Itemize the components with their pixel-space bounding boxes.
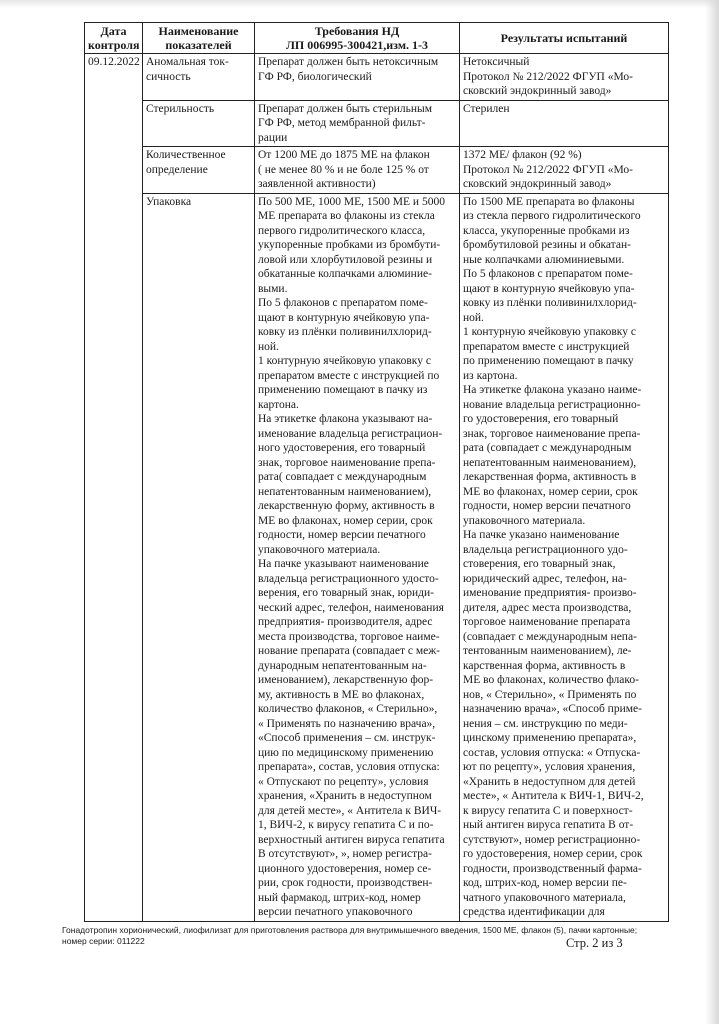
- text-line: рии, срок годности, производствен-: [258, 877, 433, 889]
- text-line: По 5 флаконов с препаратом поме-: [258, 297, 428, 309]
- text-line: От 1200 МЕ до 1875 МЕ на флакон: [258, 149, 430, 161]
- text-line: применению помещают в пачку из: [258, 384, 428, 396]
- text-line: ют по рецепту», условия хранения,: [463, 761, 636, 773]
- text-line: Протокол № 212/2022 ФГУП «Мо-: [463, 70, 633, 83]
- text-line: МЕ препарата во флаконы из стекла: [258, 210, 435, 222]
- text-line: цинскому применению препарата»,: [463, 732, 637, 744]
- text-line: На этикетке флакона указывают на-: [258, 413, 433, 425]
- text-line: МЕ во флаконах, количество флако-: [463, 674, 639, 686]
- text-line: На пачке указывают наименование: [258, 558, 429, 570]
- text-line: препаратом вместе с инструкцией по: [258, 369, 440, 382]
- text-line: По 500 МЕ, 1000 МЕ, 1500 МЕ и 5000: [258, 195, 445, 208]
- text-line: « Применять по назначению врача»,: [258, 717, 436, 730]
- text-line: ГФ РФ, биологический: [258, 70, 372, 83]
- text-line: определение: [146, 163, 208, 176]
- text-line: верхностный антиген вируса гепатита: [258, 833, 445, 846]
- header-name: [143, 23, 255, 54]
- text-line: упаковочного материала.: [258, 543, 381, 556]
- text-line: препаратом вместе с инструкцией: [463, 340, 630, 353]
- text-line: Дата: [100, 24, 127, 38]
- text-line: Препарат должен быть нетоксичным: [258, 56, 439, 68]
- text-line: юридический адрес, телефон, на-: [463, 572, 627, 585]
- text-line: ковку из плёнки поливинилхлорид-: [463, 297, 637, 309]
- text-line: показателей: [165, 38, 232, 52]
- text-line: ные колпачками алюминиевыми.: [463, 253, 625, 266]
- text-line: рата( совпадает с международным: [258, 471, 427, 483]
- text-line: «Хранить в недоступном для детей: [463, 775, 636, 788]
- table-row: [85, 147, 669, 194]
- text-line: Количественное: [146, 149, 226, 161]
- text-line: бромбутиловой резины и обкатан-: [463, 239, 631, 251]
- text-line: му, активность в МЕ во флаконах,: [258, 688, 425, 701]
- text-line: рации: [258, 131, 288, 144]
- result-text: [460, 193, 669, 921]
- text-line: из стекла первого гидролитического: [463, 210, 641, 222]
- text-line: состав, условия отпуска: « Отпуска-: [463, 746, 641, 759]
- text-line: код, штрих-код, номер версии пе-: [463, 877, 627, 889]
- text-line: Упаковка: [146, 195, 192, 208]
- text-line: Стерилен: [463, 102, 510, 115]
- text-line: На этикетке флакона указано наиме-: [463, 384, 642, 396]
- text-line: го удостоверения, номер серии, срок: [463, 848, 643, 860]
- text-line: к вирусу гепатита С и поверхност-: [463, 804, 633, 817]
- text-line: 1 контурную ячейковую упаковку с: [258, 355, 431, 367]
- requirement-text: [255, 193, 460, 921]
- text-line: выми.: [258, 282, 288, 295]
- page-number: Стр. 2 из 3: [566, 936, 623, 950]
- text-line: лекарственная форма, активность в: [463, 471, 637, 483]
- text-line: из картона.: [463, 369, 518, 382]
- text-line: ковку из плёнки поливинилхлорид-: [258, 326, 432, 338]
- text-line: годности, производственный фарма-: [463, 862, 642, 875]
- text-line: рата (совпадает с международным: [463, 442, 632, 454]
- result-text: [460, 54, 669, 101]
- text-line: го удостоверения, его товарный: [463, 413, 619, 425]
- table-row: [85, 54, 669, 101]
- header-results: [460, 23, 669, 54]
- text-line: именованием), лекарственную фор-: [258, 674, 434, 686]
- text-line: По 5 флаконов с препаратом поме-: [463, 268, 633, 280]
- text-line: сковский эндокринный завод»: [463, 178, 612, 190]
- text-line: хранения, «Хранить в недоступном: [258, 790, 432, 802]
- text-line: ного удостоверения, его товарный: [258, 442, 426, 454]
- text-line: дународным непатентованным на-: [258, 659, 427, 672]
- text-line: места производства, торговое наиме-: [258, 630, 440, 643]
- text-line: упаковочного материала.: [463, 514, 586, 527]
- text-line: нование препарата (совпадает с меж-: [258, 645, 441, 657]
- text-line: по применению помещают в пачку: [463, 355, 634, 367]
- text-line: чатного упаковочного материала,: [463, 891, 626, 904]
- text-line: ной.: [258, 340, 279, 353]
- text-line: цию по медицинскому применению: [258, 746, 434, 759]
- requirement-text: [255, 100, 460, 147]
- text-line: ловой или хлорбутиловой резины и: [258, 253, 433, 266]
- text-line: Аномальная ток-: [146, 56, 229, 68]
- text-line: предприятия- производителя, адрес: [258, 616, 433, 628]
- text-line: На пачке указано наименование: [463, 529, 620, 541]
- text-line: нения – см. инструкцию по меди-: [463, 717, 628, 730]
- text-line: Стерильность: [146, 102, 215, 115]
- text-line: именование предприятия- произво-: [463, 587, 637, 599]
- requirement-text: [255, 147, 460, 194]
- text-line: В отсутствуют», », номер регистра-: [258, 848, 432, 860]
- text-line: для детей месте», « Антитела к ВИЧ-: [258, 804, 442, 817]
- table-row: [85, 193, 669, 921]
- text-line: Результаты испытаний: [500, 31, 628, 45]
- text-line: торговое наименование препарата: [463, 616, 631, 628]
- text-line: 1372 МЕ/ флакон (92 %): [463, 149, 582, 161]
- text-line: непатентованным наименованием),: [463, 456, 637, 469]
- text-line: сутствуют», номер регистрационно-: [463, 833, 641, 846]
- text-line: нов, « Стерильно», « Применять по: [463, 688, 637, 701]
- text-line: годности, номер версии печатного: [258, 529, 426, 541]
- table-row: [85, 100, 669, 147]
- indicator-name: [143, 54, 255, 101]
- text-line: 1 контурную ячейковую упаковку с: [463, 326, 636, 338]
- text-line: препарата», состав, условия отпуска:: [258, 761, 440, 773]
- requirement-text: [255, 54, 460, 101]
- table-header-row: [85, 23, 669, 54]
- text-line: ческий адрес, телефон, наименования: [258, 601, 444, 614]
- text-line: « Отпускают по рецепту», условия: [258, 775, 429, 788]
- text-line: По 1500 МЕ препарата во флаконы: [463, 195, 635, 208]
- text-line: Препарат должен быть стерильным: [258, 102, 432, 115]
- text-line: дителя, адрес места производства,: [463, 601, 632, 614]
- text-line: первого гидролитического класса,: [258, 224, 426, 237]
- text-line: (совпадает с международным непа-: [463, 630, 637, 643]
- text-line: нование владельца регистрационно-: [463, 398, 641, 411]
- text-line: заявленной активности): [258, 178, 376, 190]
- indicator-name: [143, 193, 255, 921]
- text-line: МЕ во флаконах, номер серии, срок: [463, 485, 638, 498]
- text-line: количество флаконов, « Стерильно»,: [258, 703, 438, 715]
- text-line: лекарственную форму, активность в: [258, 500, 435, 512]
- text-line: владельца регистрационного удосто-: [258, 572, 439, 585]
- text-line: назначению врача», «Способ приме-: [463, 703, 642, 715]
- text-line: ЛП 006995-300421,изм. 1-3: [285, 38, 428, 52]
- text-line: картона.: [258, 398, 299, 411]
- text-line: МЕ во флаконах, номер серии, срок: [258, 514, 433, 527]
- text-line: непатентованным наименованием),: [258, 485, 432, 498]
- text-line: сковский эндокринный завод»: [463, 85, 612, 97]
- control-date: 09.12.2022: [85, 54, 143, 922]
- text-line: щают в контурную ячейковую упа-: [463, 282, 635, 295]
- text-line: годности, номер версии печатного: [463, 500, 631, 512]
- text-line: знак, торговое наименование препа-: [463, 427, 641, 440]
- text-line: щают в контурную ячейковую упа-: [258, 311, 430, 324]
- header-date: [85, 23, 143, 54]
- text-line: укупоренные пробками из бромбути-: [258, 239, 441, 251]
- text-line: Требования НД: [314, 24, 400, 38]
- text-line: карственная форма, активность в: [463, 659, 626, 672]
- text-line: ный антиген вируса гепатита В от-: [463, 819, 634, 831]
- text-line: ной.: [463, 311, 484, 324]
- text-line: ГФ РФ, метод мембранной фильт-: [258, 117, 426, 129]
- scan-edge-right: [705, 0, 719, 1024]
- text-line: контроля: [88, 38, 139, 52]
- text-line: Наименование: [158, 24, 239, 38]
- text-line: ционного удостоверения, номер се-: [258, 862, 432, 875]
- text-line: именование владельца регистрацион-: [258, 427, 443, 440]
- footer-product-line: Гонадотропин хорионический, лиофилизат для приготовления раствора для внутримышечного введения, 1500 МЕ, флакон (5), пачки картонные;: [62, 925, 638, 935]
- text-line: стоверения, его товарный знак,: [463, 558, 616, 570]
- test-results-table: [84, 22, 669, 922]
- text-line: Протокол № 212/2022 ФГУП «Мо-: [463, 163, 633, 176]
- footer-batch-line: номер серии: 011222: [62, 936, 145, 946]
- text-line: сичность: [146, 70, 191, 83]
- text-line: «Способ применения – см. инструк-: [258, 732, 436, 744]
- text-line: средства идентификации для: [463, 906, 605, 918]
- result-text: [460, 100, 669, 147]
- text-line: знак, торговое наименование препа-: [258, 456, 436, 469]
- text-line: верения, его товарный знак, юриди-: [258, 587, 434, 599]
- text-line: месте», « Антитела к ВИЧ-1, ВИЧ-2,: [463, 790, 644, 802]
- scan-edge-top: [0, 0, 719, 8]
- header-requirements: [255, 23, 460, 54]
- text-line: версии печатного упаковочного: [258, 906, 413, 918]
- indicator-name: [143, 147, 255, 194]
- text-line: класса, укупоренные пробками из: [463, 224, 630, 237]
- text-line: Нетоксичный: [463, 56, 530, 68]
- text-line: тентованным наименованием), ле-: [463, 645, 632, 657]
- text-line: 1, ВИЧ-2, к вирусу гепатита С и по-: [258, 819, 434, 831]
- result-text: [460, 147, 669, 194]
- text-line: ( не менее 80 % и не боле 125 % от: [258, 163, 429, 176]
- text-line: ный фармакод, штрих-код, номер: [258, 891, 421, 904]
- text-line: владельца регистрационного удо-: [463, 543, 628, 556]
- indicator-name: [143, 100, 255, 147]
- text-line: обкатанные колпачками алюминие-: [258, 268, 432, 280]
